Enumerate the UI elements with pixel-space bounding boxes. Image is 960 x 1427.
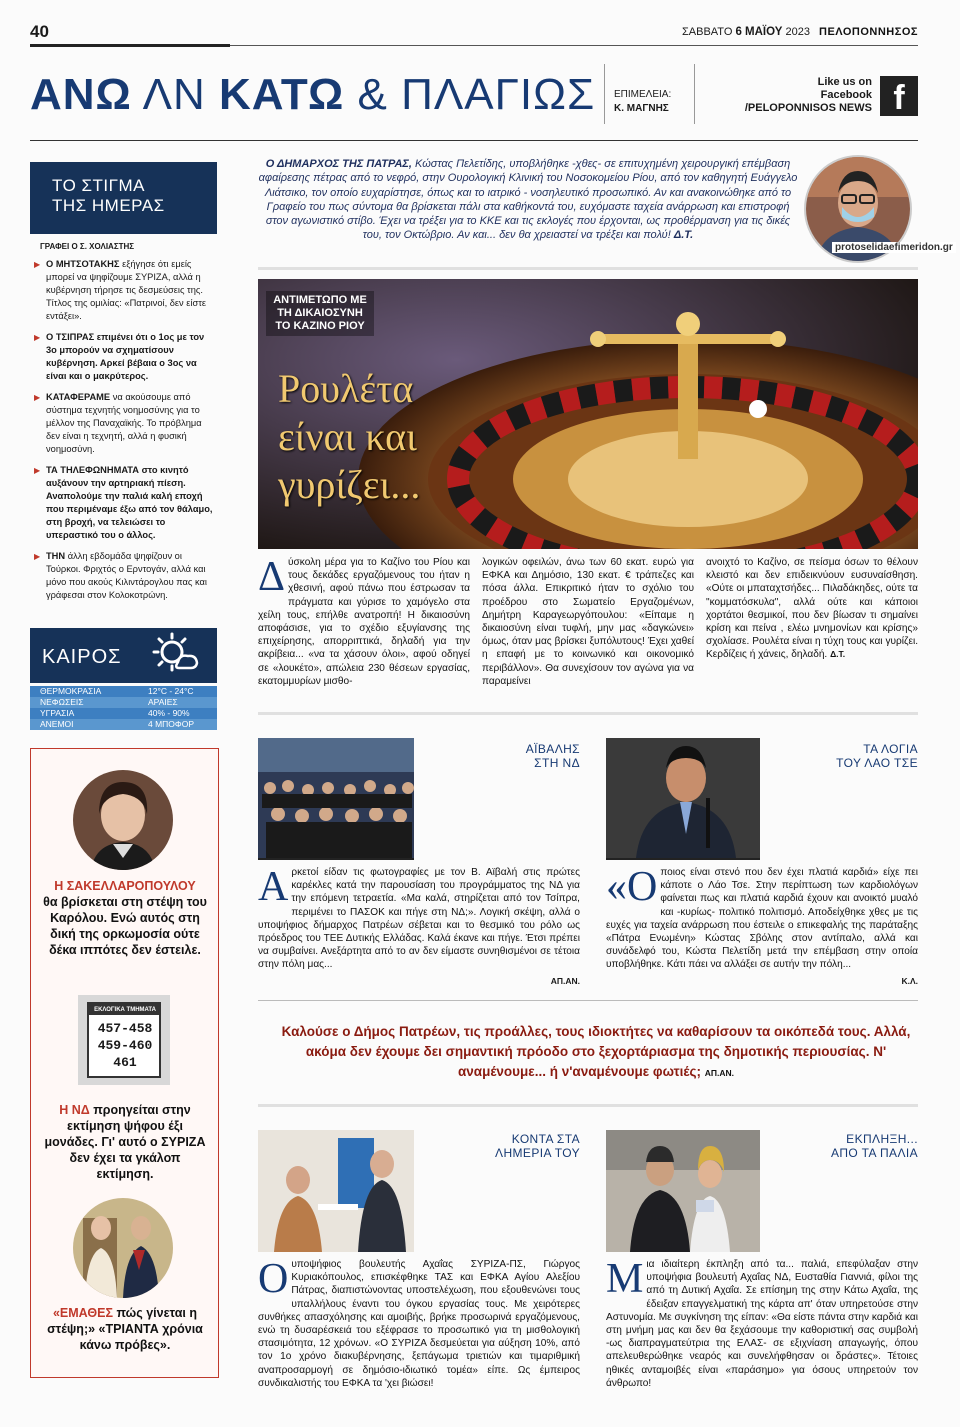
page-number: 40 xyxy=(30,22,49,41)
sign-line: 461 xyxy=(113,1055,137,1070)
stigma-item: ▶ ΤΗΝ άλλη εβδομάδα ψηφίζουν οι Τούρκοι. Φριχτός ο Ερντογάν, αλλά και μόνο που ακούς Κιλιντάρογλου πας και γράφεσαι στον Κολοκοτρώνη. xyxy=(34,550,214,602)
ekplixi-title: ΕΚΠΛΗΞΗ... ΑΠΟ ΤΑ ΠΑΛΙΑ xyxy=(830,1132,918,1160)
giannia-photo xyxy=(606,1130,760,1252)
fb-line-1: Like us on xyxy=(817,76,872,88)
aivalis-text: Αρκετοί είδαν τις φωτογραφίες με τον Β. Αϊβαλή στις πρώτες καρέκλες κατά την παρουσίαση του προγράμματος της ΝΔ για την επόμενη τετραετία. «Μα καλά, στηρίζεται από τον Τσίπρα, περιμένει το ΠΑΣΟΚ και πήγε στη ΝΔ;». Λογική σκέψη, αλλά ο υποψήφιος δήμαρχος Πατρέων σέβεται και το θεσμικό του ρόλο ως πρόεδρος του ΤΕΕ Δυτικής Ελλάδας. Καλά έκανε και πήγε. Έτσι πρέπει να συμβαίνει. Ανεξάρτητα από το αν δεν είμαστε συνηθισμένοι σε τέτοια στην πόλη μας... xyxy=(258,864,580,971)
banner-comment: Καλούσε ο Δήμος Πατρέων, τις προάλλες, τους ιδιοκτήτες να καθαρίσουν τα οικόπεδά τους. Αλλά, ακόμα δεν έχουμε δει σημαντική πρόοδο στο ξεχορτάριασμα της δημοτικής περιουσίας. Ν' αναμένουμε... ή ν'αναμένουμε φωτιές; ΑΠ.ΑΝ. xyxy=(281,1024,911,1079)
editor-label: ΕΠΙΜΕΛΕΙΑ: xyxy=(614,89,672,100)
weather-row: ΥΓΡΑΣΙΑ 40% - 90% xyxy=(30,708,217,719)
dropcap: Μ xyxy=(606,1256,644,1302)
dropcap: Δ xyxy=(258,554,286,600)
roulette-col-2: λογικών οφειλών, άνω των 60 εκατ. ευρώ για ΕΦΚΑ και Δημόσιο, 130 εκατ. € τράπεζες και πόσα άλλα. Επικριτικό ήταν το σχόλιο του προέδρου στο Σωματείο Εργαζομένων, Δημήτρη Καραγεωργόπουλου: «Είπαμε η δικαιοσύνη είναι τυφλή, μην μας «δαγκώνει» όμως, όταν μας βρίσκει ξυπόλυτους! Έχει χαθεί η επαφή με το κοινωνικό και οικονομικό περιβάλλον». Θα συνεχίσουν τον αγώνα για να παραμείνει xyxy=(482,557,694,687)
day: ΣΑΒΒΑΤΟ xyxy=(681,26,733,38)
masthead-divider-2 xyxy=(694,64,695,124)
section-separator xyxy=(258,1104,918,1107)
stigma-line-2: ΤΗΣ ΗΜΕΡΑΣ xyxy=(52,196,165,215)
masthead-kato: ΚΑΤΩ xyxy=(219,70,345,119)
year: 2023 xyxy=(785,26,810,38)
fb-line-3: /PELOPONNISOS NEWS xyxy=(744,102,872,114)
column-masthead xyxy=(30,70,595,120)
aivalis-photo xyxy=(258,738,414,858)
weather-row: ΘΕΡΜΟΚΡΑΣΙΑ 12°C - 24°C xyxy=(30,686,217,697)
laotse-title: ΤΑ ΛΟΓΙΑ ΤΟΥ ΛΑΟ ΤΣΕ xyxy=(836,742,918,770)
stigma-item: ▶ ΚΑΤΑΦΕΡΑΜΕ να ακούσουμε από σύστημα τεχνητής νοημοσύνης για το μέλλον της Παναχαϊκής. Το πρόβλημα δεν είναι η τεχνητή, αλλά η φυσική νοημοσύνη. xyxy=(34,391,214,456)
masthead-rule xyxy=(30,140,918,141)
stigma-line-1: ΤΟ ΣΤΙΓΜΑ xyxy=(52,176,146,195)
laotse-text: «Οποιος είναι στενό που δεν έχει πλατιά καρδιά» είχε πει κάποτε ο Λάο Τσε. Στην περίπτωση των καρδιολόγων φαίνεται πως και πλατιά καρδιά έχουν και ανοικτό μυαλό και -κυρίως- πολιτικό πολιτισμό. Αποδείχθηκε χθες με τις ευχές για ταχεία ανάρρωση που έστειλε ο επικεφαλής της παράταξης «Πάτρα Ενωμένη» Κώστας Σβόλης στον αντίπαλο, αλλά και συνάδελφό του, Κώστα Πελετίδη μετά την επέμβαση στην οποία υποβλήθηκε. Κάτι πάει να αλλάξει σε αυτήν την πόλη... xyxy=(606,864,918,971)
ballot-sign-photo xyxy=(78,995,170,1085)
facebook-icon[interactable]: f xyxy=(880,76,918,116)
fb-line-2: Facebook xyxy=(820,89,872,101)
paper-name: ΠΕΛΟΠΟΝΝΗΣΟΣ xyxy=(819,26,918,38)
masthead-plagios: & ΠΛΑΓΙΩΣ xyxy=(357,70,596,119)
date: 6 ΜΑΪΟΥ xyxy=(735,26,783,38)
caption-sakellaropoulou: Η ΣΑΚΕΛΛΑΡΟΠΟΥΛΟΥ θα βρίσκεται στη στέψη του Καρόλου. Ενώ αυτός στη δική της ορκωμοσία ούτε δέκα ιππότες δεν έστειλε. xyxy=(43,879,207,957)
intro-article: Ο ΔΗΜΑΡΧΟΣ ΤΗΣ ΠΑΤΡΑΣ, Κώστας Πελετίδης, υποβλήθηκε -χθες- σε επιτυχημένη χειρουργική επέμβαση αφαίρεσης πέτρας από το νεφρό, στην Ουρολογική Κλινική του Νοσοκομείου Ρίου, από τον καθηγητή Ευάγγελο Λιάτσικο, τον οποίο ευχαρίστησε, όπως και το ιατρικό - νοσηλευτικό προσωπικό. Αν και ανακοινώθηκε από το Γραφείο του πως σύντομα θα βρίσκεται πάλι στα καθήκοντά του, ευχόμαστε ταχεία ανάρρωση και επιστροφή στον αγωνιστικό στίβο. Έχει να τρέξει για το ΚΚΕ και τις εκλογές που έρχονται, ως προθέρμανση για τις δικές του, τον Οκτώβριο. Αν και... δεν θα χρειαστεί να τρέξει και πολύ! Δ.Τ. xyxy=(258,158,798,242)
header-rule xyxy=(30,44,230,47)
laotse-sign: Κ.Λ. xyxy=(901,976,918,986)
sakellaropoulou-photo xyxy=(73,770,173,870)
stigma-items xyxy=(34,258,214,610)
weather-label: ΚΑΙΡΟΣ xyxy=(42,646,122,668)
stigma-item: ▶ Ο ΤΣΙΠΡΑΣ επιμένει ότι ο 1ος με τον 3ο μπορούν να σχηματίσουν κυβέρνηση. Αρκεί βέβαια ο 3ος να είναι και ο μακρύτερος. xyxy=(34,331,214,383)
roulette-col-1: Δύσκολη μέρα για το Καζίνο του Ρίου και τους δεκάδες εργαζόμενους του ήταν η χθεσινή, αφού πάνω που έστρωσαν τα πράγματα και γύρισε το χαμόγελο στα χείλη τους, επήλθε ανατροπή! Η δικαιοσύνη αποφάσισε, για το σχέδιο εξυγίανσης της επιχείρησης, απορριπτικά, δηλαδή για την ακρίβεια... «να τα χάσουν όλοι», αφού οδηγεί σε «λουκέτο», απώλεια 230 θέσεων εργασίας, εκατομμυρίων μισθο- xyxy=(258,554,470,687)
weather-row: ΝΕΦΩΣΕΙΣ ΑΡΑΙΕΣ xyxy=(30,697,217,708)
kyriakopoulos-photo xyxy=(258,1130,414,1252)
intro-sign: Δ.Τ. xyxy=(673,229,694,242)
limeria-text: Ουποψήφιος βουλευτής Αχαΐας ΣΥΡΙΖΑ-ΠΣ, Γιώργος Κυριακόπουλος, επισκέφθηκε ΤΑΣ και ΕΦΚΑ Αγίου Αλεξίου Πάτρας, διαπιστώνοντας υποστελέχωση, που εξουθενώνει τους υπαλλήλους έναντι του όγκου εργασίας τους. Με χειρότερες συνθήκες απασχόλησης και αμοιβής, βρήκε προσωρινά εργαζόμενους, ενώ τη δυσαρέσκειά του εξέφρασε το προσωπικό για τη μισθολογική στασιμότητα, 12 χρόνων. «Ο ΣΥΡΙΖΑ δεσμεύεται για αύξηση 10%, από τον 1ο χρόνο διακυβέρνησης, ξεπάγωμα τριετιών και τιμαριθμική αναπροσαρμογή σε δημόσιο-ιδιωτικό τομέα» είπε. Ως έμπειρος συνδικαλιστής του ΕΦΚΑ τα 'χει βιώσει! xyxy=(258,1256,580,1389)
photo-rule xyxy=(258,858,414,860)
sign-line: 457-458 xyxy=(97,1021,153,1036)
header-rule-thin xyxy=(230,45,918,46)
dropcap: Α xyxy=(258,864,289,910)
stigma-item: ▶ Ο ΜΗΤΣΟΤΑΚΗΣ εξήγησε ότι εμείς μπορεί να ψηφίζουμε ΣΥΡΙΖΑ, αλλά η κυβέρνηση τήρησε τις δεσμεύσεις της. Τίτλος της ομιλίας: «Πατρινοί, δεν είστε εντάξει». xyxy=(34,258,214,323)
caption-nd: Η ΝΔ προηγείται στην εκτίμηση ψήφου έξι μονάδες. Γι' αυτό ο ΣΥΡΙΖΑ δεν έχει τα γκάλοπ εκτίμηση. xyxy=(44,1103,206,1181)
roulette-col-3: ανοιχτό το Καζίνο, σε πείσμα όσων το θέλουν κλειστό και δεν επιδεικνύουν ευσυναίσθηση. «Ούτε οι μπαταχτσήδες... Πιλαδάκηδες, ούτε τα "κομματόσκυλα", αλλά ούτε και κάποιοι χορτάτοι θεσμικοί, που δεν βίωσαν τι σημαίνει κρίση και πείνα , ελέω μνημονίων και κρίσης» σχολίασε. Ρουλέτα είναι η τύχη τους και γυρίζει. Κερδίζεις ή χάνεις, δηλαδή. Δ.Τ. xyxy=(706,557,918,661)
dropcap: Ο xyxy=(258,1256,289,1302)
stigma-header xyxy=(30,162,217,234)
editor-credit xyxy=(614,88,671,116)
sign-line: 459-460 xyxy=(97,1038,153,1053)
roulette-headline: Ρουλέτα είναι και γυρίζει... xyxy=(278,366,421,507)
dropcap: «Ο xyxy=(606,864,658,910)
svolis-photo xyxy=(606,738,760,858)
coronation-photo xyxy=(73,1198,173,1298)
facebook-promo[interactable] xyxy=(744,76,872,115)
section-separator xyxy=(258,712,918,715)
section-separator xyxy=(258,1000,918,1001)
caption-coronation: «ΕΜΑΘΕΣ πώς γίνεται η στέψη;» «ΤΡΙΑΝΤΑ χρόνια κάνω πρόβες». xyxy=(47,1306,203,1352)
sign-title: ΕΚΛΟΓΙΚΑ ΤΜΗΜΑΤΑ xyxy=(94,1007,156,1013)
watermark: protoselidaefimeridon.gr xyxy=(832,242,956,253)
editor-name: Κ. ΜΑΓΝΗΣ xyxy=(614,103,669,114)
masthead-ln: ΛΝ xyxy=(142,70,206,119)
weather-row: ΑΝΕΜΟΙ 4 ΜΠΟΦΟΡ xyxy=(30,719,217,730)
aivalis-title: ΑΪΒΑΛΗΣ ΣΤΗ ΝΔ xyxy=(525,742,580,770)
roulette-kicker: ΑΝΤΙΜΕΤΩΠΟ ΜΕ ΤΗ ΔΙΚΑΙΟΣΥΝΗ ΤΟ ΚΑΖΙΝΟ ΡΙΟΥ xyxy=(266,291,374,336)
photo-rule xyxy=(606,858,760,860)
dateline xyxy=(682,26,918,38)
section-separator xyxy=(258,267,918,270)
sidebar-byline: ΓΡΑΦΕΙ Ο Σ. ΧΟΛΙΑΣΤΗΣ xyxy=(40,242,135,251)
masthead-ano: ΑΝΩ xyxy=(30,70,132,119)
weather-table xyxy=(30,686,217,730)
stigma-item: ▶ ΤΑ ΤΗΛΕΦΩΝΗΜΑΤΑ στο κινητό αυξάνουν την αρτηριακή πίεση. Αναπολούμε την παλιά καλή εποχή που περιμέναμε έξω από τον θάλαμο, στη βροχή, να τελειώσει το υπεραστικό του ο άλλος. xyxy=(34,464,214,542)
aivalis-sign: ΑΠ.ΑΝ. xyxy=(550,976,580,986)
masthead-divider xyxy=(604,64,605,124)
ekplixi-text: Μια ιδιαίτερη έκπληξη από τα... παλιά, επεφύλαξαν στην υποψήφια βουλευτή Αχαΐας ΝΔ, Ευσταθία Γιαννιά, φίλοι της από τη Δυτική Αχαΐα. Σε επίσημη της στην Κάτω Αχαΐα, της έδειξαν επαγγελματική της κάρτα απ' όταν υπηρετούσε στην Αστυνομία. Με συγκίνηση της είπαν: «Θα είστε πάντα στην καρδιά και στη μνήμη μας και δεν θα ξεχάσουμε την καθοριστική σας συμβολή -ως διαπραγματεύτρια της ΕΛΑΣ- σε εξιχνίαση απαγωγής, όπου απελευθερώθηκε νεαρός και συνελήφθησαν οι δράστες». Τέτοιες ηθικές ανταμοιβές είναι «παράσημο» για όσους υπηρετούν τον άνθρωπο! xyxy=(606,1256,918,1389)
sun-cloud-icon xyxy=(150,632,200,676)
limeria-title: ΚΟΝΤΑ ΣΤΑ ΛΗΜΕΡΙΑ ΤΟΥ xyxy=(495,1132,580,1160)
